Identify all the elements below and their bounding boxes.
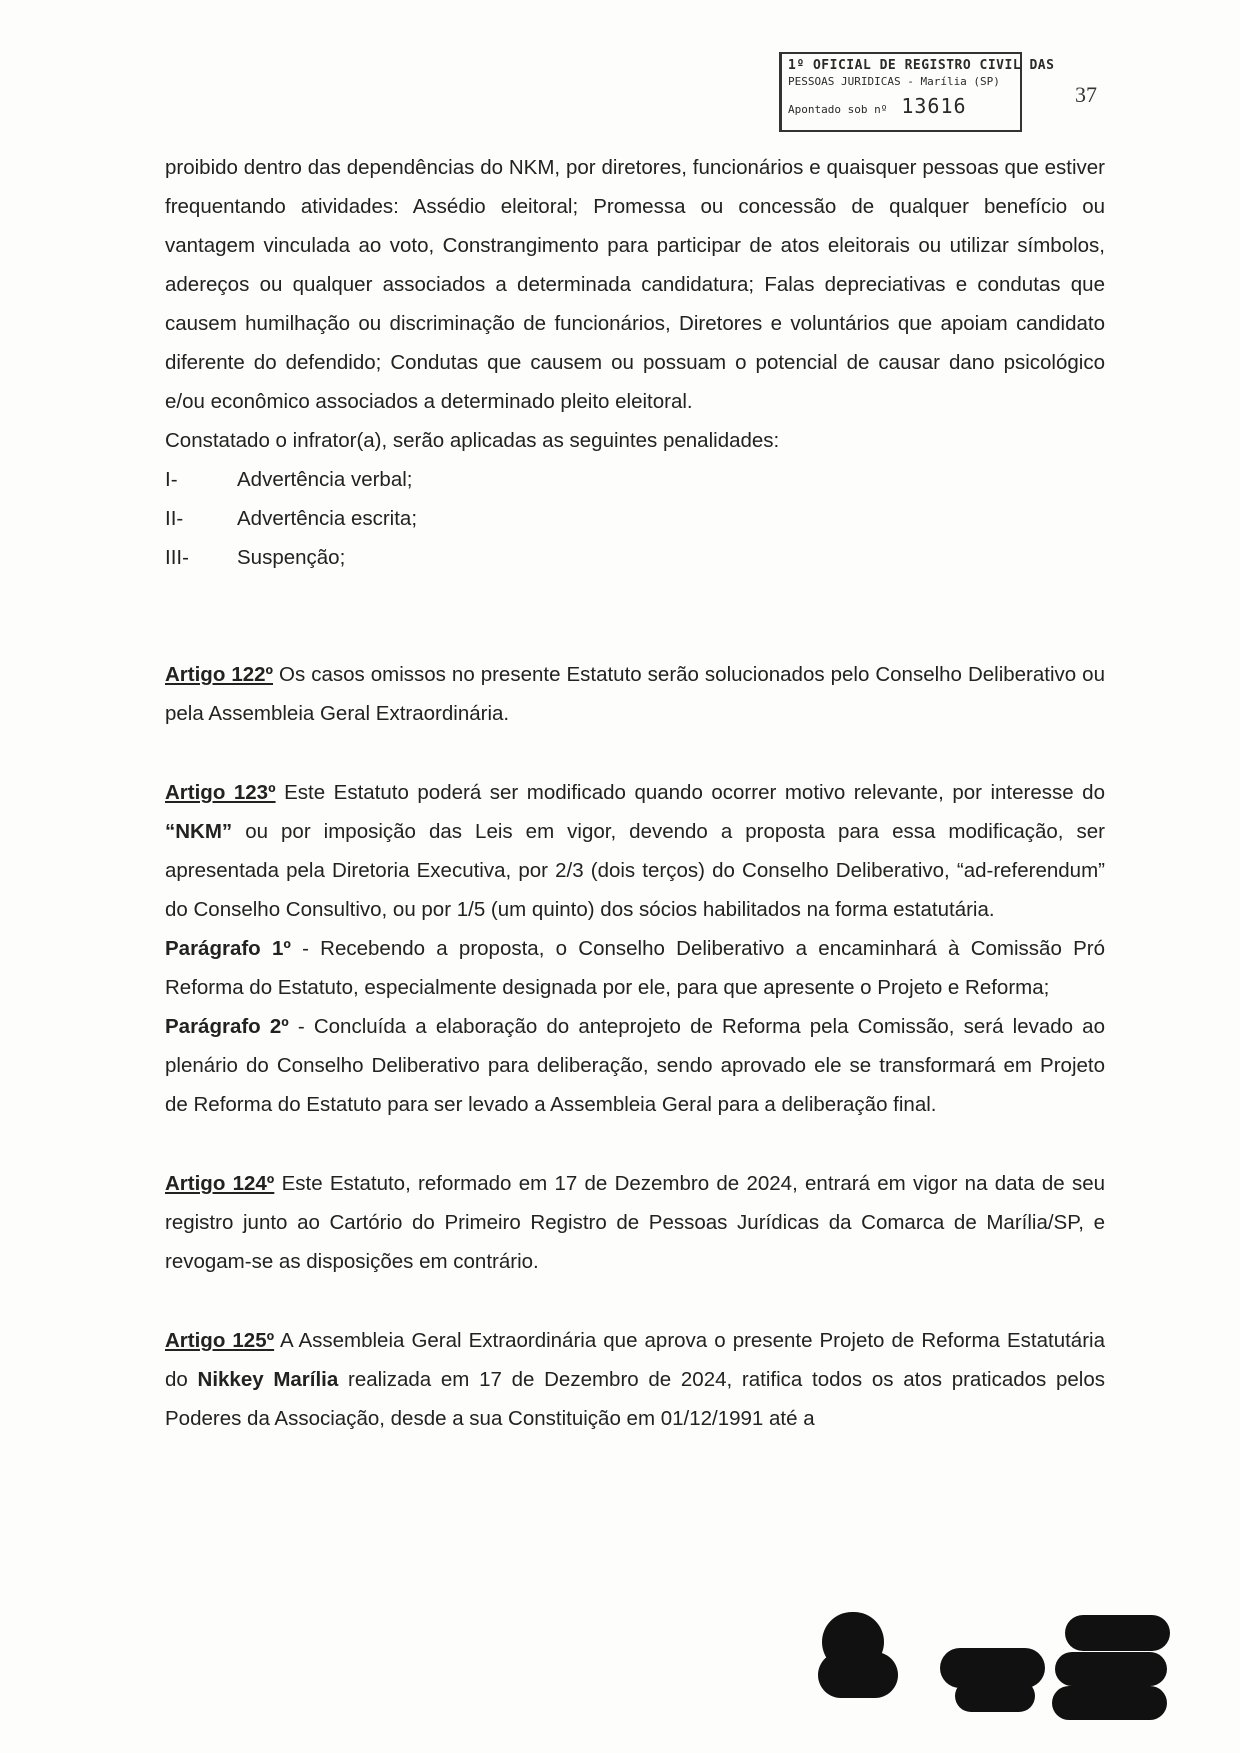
- article-123: [165, 773, 1105, 929]
- list-text: Advertência verbal;: [237, 468, 413, 491]
- stamp-line-1: 1º OFICIAL DE REGISTRO CIVIL DAS: [788, 58, 1055, 73]
- article-122: [165, 655, 1105, 733]
- article-125-label: Artigo 125º: [165, 1329, 275, 1352]
- paragraph-1: [165, 929, 1105, 1007]
- stamp-label: Apontado sob nº: [788, 103, 888, 116]
- redacted-signature-3: [1065, 1615, 1170, 1651]
- redacted-signature-2b: [955, 1680, 1035, 1712]
- article-123-label: Artigo 123º: [165, 781, 276, 804]
- list-item: [165, 538, 1105, 577]
- article-124-label: Artigo 124º: [165, 1172, 275, 1195]
- penalties-intro: Constatado o infrator(a), serão aplicadas as seguintes penalidades:: [165, 429, 780, 452]
- stamp-number: 13616: [901, 94, 967, 118]
- article-125-text-b: realizada em 17 de Dezembro de 2024, ratifica todos os atos praticados pelos Poderes da Associação, desde a sua Constituição em 01/12/1991 até a: [165, 1368, 1105, 1430]
- article-125-text-a: A Assembleia Geral Extraordinária que aprova o presente Projeto de Reforma Estatutária do: [165, 1329, 1105, 1391]
- article-122-text: Os casos omissos no presente Estatuto serão solucionados pelo Conselho Deliberativo ou pela Assembleia Geral Extraordinária.: [165, 663, 1105, 725]
- paragraph-2-text: - Concluída a elaboração do anteprojeto de Reforma pela Comissão, será levado ao plenário do Conselho Deliberativo para deliberação, sendo aprovado ele se transformará em Projeto de Reforma do Estatuto para ser levado a Assembleia Geral para a deliberação final.: [165, 1015, 1105, 1116]
- list-number: II-: [165, 507, 184, 530]
- list-text: Suspenção;: [237, 546, 346, 569]
- redacted-signature-1b: [818, 1652, 898, 1698]
- list-number: III-: [165, 546, 189, 569]
- registry-stamp: [779, 52, 1055, 132]
- paragraph-1-label: Parágrafo 1º: [165, 937, 291, 960]
- article-123-bold: “NKM”: [165, 820, 233, 843]
- article-124-text: Este Estatuto, reformado em 17 de Dezembro de 2024, entrará em vigor na data de seu registro junto ao Cartório do Primeiro Registro de Pessoas Jurídicas da Comarca de Marília/SP, e revogam-se as disposições em contrário.: [165, 1172, 1105, 1273]
- paragraph-1-text: - Recebendo a proposta, o Conselho Deliberativo a encaminhará à Comissão Pró Reforma do Estatuto, especialmente designada por ele, para que apresente o Projeto e Reforma;: [165, 937, 1105, 999]
- list-item: [165, 460, 1105, 499]
- stamp-line-2: PESSOAS JURIDICAS - Marília (SP): [788, 75, 1000, 88]
- list-text: Advertência escrita;: [237, 507, 418, 530]
- paragraph-2-label: Parágrafo 2º: [165, 1015, 289, 1038]
- paragraph-2: [165, 1007, 1105, 1124]
- list-number: I-: [165, 468, 178, 491]
- article-124: [165, 1164, 1105, 1281]
- document-body: [165, 148, 1105, 1438]
- article-122-label: Artigo 122º: [165, 663, 274, 686]
- page-number: 37: [1075, 82, 1097, 107]
- stamp-line-3: [788, 94, 1014, 118]
- list-item: [165, 499, 1105, 538]
- article-123-text-a: Este Estatuto poderá ser modificado quando ocorrer motivo relevante, por interesse do: [275, 781, 1105, 804]
- intro-paragraph: proibido dentro das dependências do NKM, por diretores, funcionários e quaisquer pessoas que estiver frequentando atividades: Assédio eleitoral; Promessa ou concessão de qualquer benefício ou vantagem vinculada ao voto, Constrangimento para participar de atos eleitorais ou utilizar símbolos, adereços ou qualquer associados a determinada candidatura; Falas depreciativas e condutas que causem humilhação ou discriminação de funcionários, Diretores e voluntários que apoiam candidato diferente do defendido; Condutas que causem ou possuam o potencial de causar dano psicológico e/ou econômico associados a determinado pleito eleitoral.: [165, 156, 1105, 413]
- redacted-signature-3b: [1055, 1652, 1167, 1686]
- article-123-text-b: ou por imposição das Leis em vigor, devendo a proposta para essa modificação, ser apresentada pela Diretoria Executiva, por 2/3 (dois terços) do Conselho Deliberativo, “ad-referendum” do Conselho Consultivo, ou por 1/5 (um quinto) dos sócios habilitados na forma estatutária.: [165, 820, 1105, 921]
- redacted-signature-3c: [1052, 1686, 1167, 1720]
- article-125-bold: Nikkey Marília: [197, 1368, 339, 1391]
- article-125: [165, 1321, 1105, 1438]
